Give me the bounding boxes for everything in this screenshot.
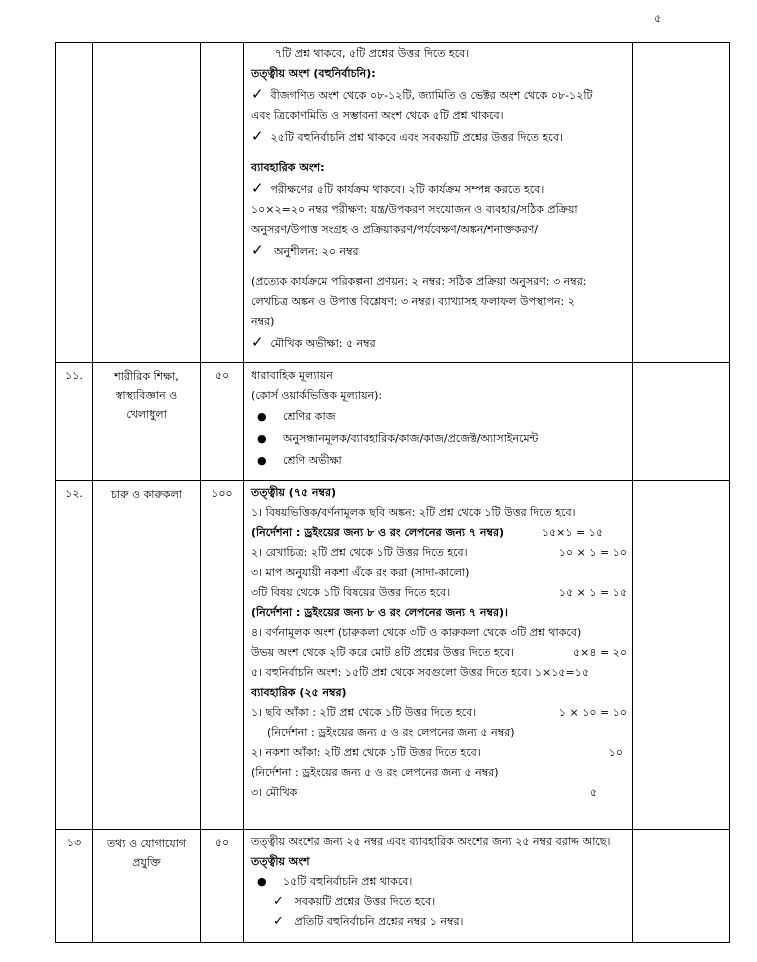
marks-formula: ৫: [589, 786, 597, 799]
table-row-13: [56, 830, 730, 943]
checkmark-icon: ✓: [251, 127, 264, 145]
table-row-11: [56, 363, 730, 481]
serial-cell: ১২.: [56, 481, 93, 830]
section-heading: তত্ত্বীয় অংশ (বহুনির্বাচনি):: [251, 67, 376, 80]
text-line: ১০×২=২০ নম্বর পরীক্ষণ: যন্ত্র/উপকরণ সংযোজন ও ব্যবহার/সঠিক প্রক্রিয়া: [251, 203, 578, 216]
instruction-note: (নির্দেশনা : ড্রইংয়ের জন্য ৫ ও রং লেপনের জন্য ৫ নম্বর): [251, 766, 499, 779]
remarks-cell: [633, 43, 730, 363]
list-item: ● শ্রেণি অভীক্ষা: [251, 450, 627, 472]
text-line: ৭টি প্রশ্ন থাকবে, ৫টি প্রশ্নের উত্তর দিতে হবে।: [275, 47, 470, 60]
description-cell: [244, 43, 633, 363]
text-line: ৩। মৌখিক ৫: [251, 783, 627, 803]
subject-cell: তথ্য ও যোগাযোগ প্রযুক্তি: [93, 830, 201, 943]
checkmark-icon: ✓: [251, 179, 264, 197]
description-cell: [244, 830, 633, 943]
bullet-icon: ●: [257, 875, 267, 888]
remarks-cell: [633, 830, 730, 943]
serial-cell: ১৩: [56, 830, 93, 943]
list-item: ✓ অনুশীলন: ২০ নম্বর: [251, 241, 359, 259]
bullet-icon: ●: [257, 454, 267, 467]
section-heading: তত্ত্বীয় অংশ: [251, 855, 310, 868]
text-line: ৫। বহুনির্বাচনি অংশ: ১৫টি প্রশ্ন থেকে সবগুলো উত্তর দিতে হবে। ১×১৫=১৫: [251, 666, 590, 679]
marks-formula: ৫×৪ = ২০: [572, 646, 627, 659]
marks-cell: [201, 43, 244, 363]
list-item: ✓ ২৫টি বহুনির্বাচনি প্রশ্ন থাকবে এবং সবকয়টি প্রশ্নের উত্তর দিতে হবে।: [251, 127, 563, 145]
text-line: (প্রত্যেক কার্যক্রমে পরিকল্পনা প্রণয়ন: ২ নম্বর: সঠিক প্রক্রিয়া অনুসরণ: ৩ নম্বর:: [251, 275, 587, 288]
text-line: নম্বর): [251, 315, 275, 328]
list-item: ✓ সবকয়টি প্রশ্নের উত্তর দিতে হবে।: [251, 892, 627, 912]
text-line: ২। রেখাচিত্র: ২টি প্রশ্ন থেকে ১টি উত্তর দিতে হবে। ১০ × ১ = ১০: [251, 543, 627, 563]
text-line: তত্ত্বীয় অংশের জন্য ২৫ নম্বর এবং ব্যাবহারিক অংশের জন্য ২৫ নম্বর বরাদ্দ আছে।: [251, 835, 611, 848]
marks-cell: ৫০: [201, 363, 244, 481]
list-item: ✓ মৌখিক অভীক্ষা: ৫ নম্বর: [251, 333, 376, 351]
marks-cell: ১০০: [201, 481, 244, 830]
marks-formula: ১৫ × ১ = ১৫: [558, 586, 627, 599]
instruction-note: (নির্দেশনা : ড্রইংয়ের জন্য ৮ ও রং লেপনের জন্য ৭ নম্বর)।: [251, 606, 508, 619]
instruction-note: (নির্দেশনা : ড্রইংয়ের জন্য ৮ ও রং লেপনের জন্য ৭ নম্বর): [251, 526, 505, 539]
bullet-icon: ●: [257, 432, 267, 445]
checkmark-icon: ✓: [273, 914, 284, 929]
marks-formula: ১ × ১০ = ১০: [558, 706, 627, 719]
text-line: ৪। বর্ণনামূলক অংশ (চারুকলা থেকে ৩টি ও কারুকলা থেকে ৩টি প্রশ্ন থাকবে): [251, 626, 582, 639]
serial-cell: ১১.: [56, 363, 93, 481]
checkmark-icon: ✓: [251, 333, 264, 351]
text-line: ১। বিষয়ভিত্তিক/বর্ণনামূলক ছবি অঙ্কন: ২টি প্রশ্ন থেকে ১টি উত্তর দিতে হবে।: [251, 506, 576, 519]
checkmark-icon: ✓: [273, 894, 284, 909]
section-heading: ব্যাবহারিক (২৫ নম্বর): [251, 686, 347, 699]
bullet-icon: ●: [257, 410, 267, 423]
section-heading: তত্ত্বীয় (৭৫ নম্বর): [251, 486, 337, 499]
page-number: ৫: [654, 12, 662, 25]
description-cell: [244, 481, 633, 830]
text-line: ৩টি বিষয় থেকে ১টি বিষয়ের উত্তর দিতে হবে। ১৫ × ১ = ১৫: [251, 583, 627, 603]
serial-cell: [56, 43, 93, 363]
subject-cell: শারীরিক শিক্ষা, স্বাস্থ্যবিজ্ঞান ও খেলাধুলা: [93, 363, 201, 481]
instruction-note: (নির্দেশনা : ড্রইংয়ের জন্য ৫ ও রং লেপনের জন্য ৫ নম্বর): [267, 726, 515, 739]
list-item: ✓ প্রতিটি বহুনির্বাচনি প্রশ্নের নম্বর ১ নম্বর।: [251, 912, 627, 932]
text-line: (কোর্স ওয়ার্কভিত্তিক মূল্যায়ন):: [251, 389, 383, 402]
text-line: ৩। মাপ অনুযায়ী নকশা এঁকে রং করা (সাদা-কালো): [251, 566, 470, 579]
checkmark-icon: ✓: [251, 85, 264, 103]
text-line: উভয় অংশ থেকে ২টি করে মোট ৪টি প্রশ্নের উত্তর দিতে হবে। ৫×৪ = ২০: [251, 643, 627, 663]
remarks-cell: [633, 363, 730, 481]
list-item: ● শ্রেণির কাজ: [251, 406, 627, 428]
checkmark-icon: ✓: [251, 241, 264, 259]
table-row-12: [56, 481, 730, 830]
list-item: ✓ বীজগণিত অংশ থেকে ০৮-১২টি, জ্যামিতি ও ভেক্টর অংশ থেকে ০৮-১২টি: [251, 85, 593, 103]
marks-formula: ১৫×১ = ১৫: [541, 526, 603, 539]
subject-cell: [93, 43, 201, 363]
marks-formula: ১০: [608, 746, 623, 759]
text-line: ২। নকশা আঁকা: ২টি প্রশ্ন থেকে ১টি উত্তর দিতে হবে। ১০: [251, 743, 627, 763]
text-line: এবং ত্রিকোণমিতি ও সম্ভাবনা অংশ থেকে ৫টি প্রশ্ন থাকবে।: [251, 109, 504, 122]
remarks-cell: [633, 481, 730, 830]
text-line: ১। ছবি আঁকা : ২টি প্রশ্ন থেকে ১টি উত্তর দিতে হবে। ১ × ১০ = ১০: [251, 703, 627, 723]
list-item: ● ১৫টি বহুনির্বাচনি প্রশ্ন থাকবে।: [251, 872, 627, 892]
section-heading: ব্যাবহারিক অংশ:: [251, 161, 325, 174]
table-row-continued: [56, 43, 730, 363]
marks-cell: ৫০: [201, 830, 244, 943]
text-line: লেখচিত্র অঙ্কন ও উপাত্ত বিশ্লেষণ: ৩ নম্বর। ব্যাখ্যাসহ ফলাফল উপস্থাপন: ২: [251, 295, 575, 308]
exam-structure-table: [55, 42, 730, 943]
list-item: ● অনুসন্ধানমূলক/ব্যাবহারিক/কাজ/কাজ/প্রজেক্ট/অ্যাসাইনমেন্ট: [251, 428, 627, 450]
text-line: অনুসরণ/উপাত্ত সংগ্রহ ও প্রক্রিয়াকরণ/পর্যবেক্ষণ/অঙ্কন/শনাক্তকরণ/: [251, 223, 539, 236]
description-cell: [244, 363, 633, 481]
list-item: ✓ পরীক্ষণের ৫টি কার্যক্রম থাকবে। ২টি কার্যক্রম সম্পন্ন করতে হবে।: [251, 179, 545, 197]
marks-formula: ১০ × ১ = ১০: [558, 546, 627, 559]
subject-cell: চারু ও কারুকলা: [93, 481, 201, 830]
text-line: ধারাবাহিক মূল্যায়ন: [251, 369, 333, 382]
